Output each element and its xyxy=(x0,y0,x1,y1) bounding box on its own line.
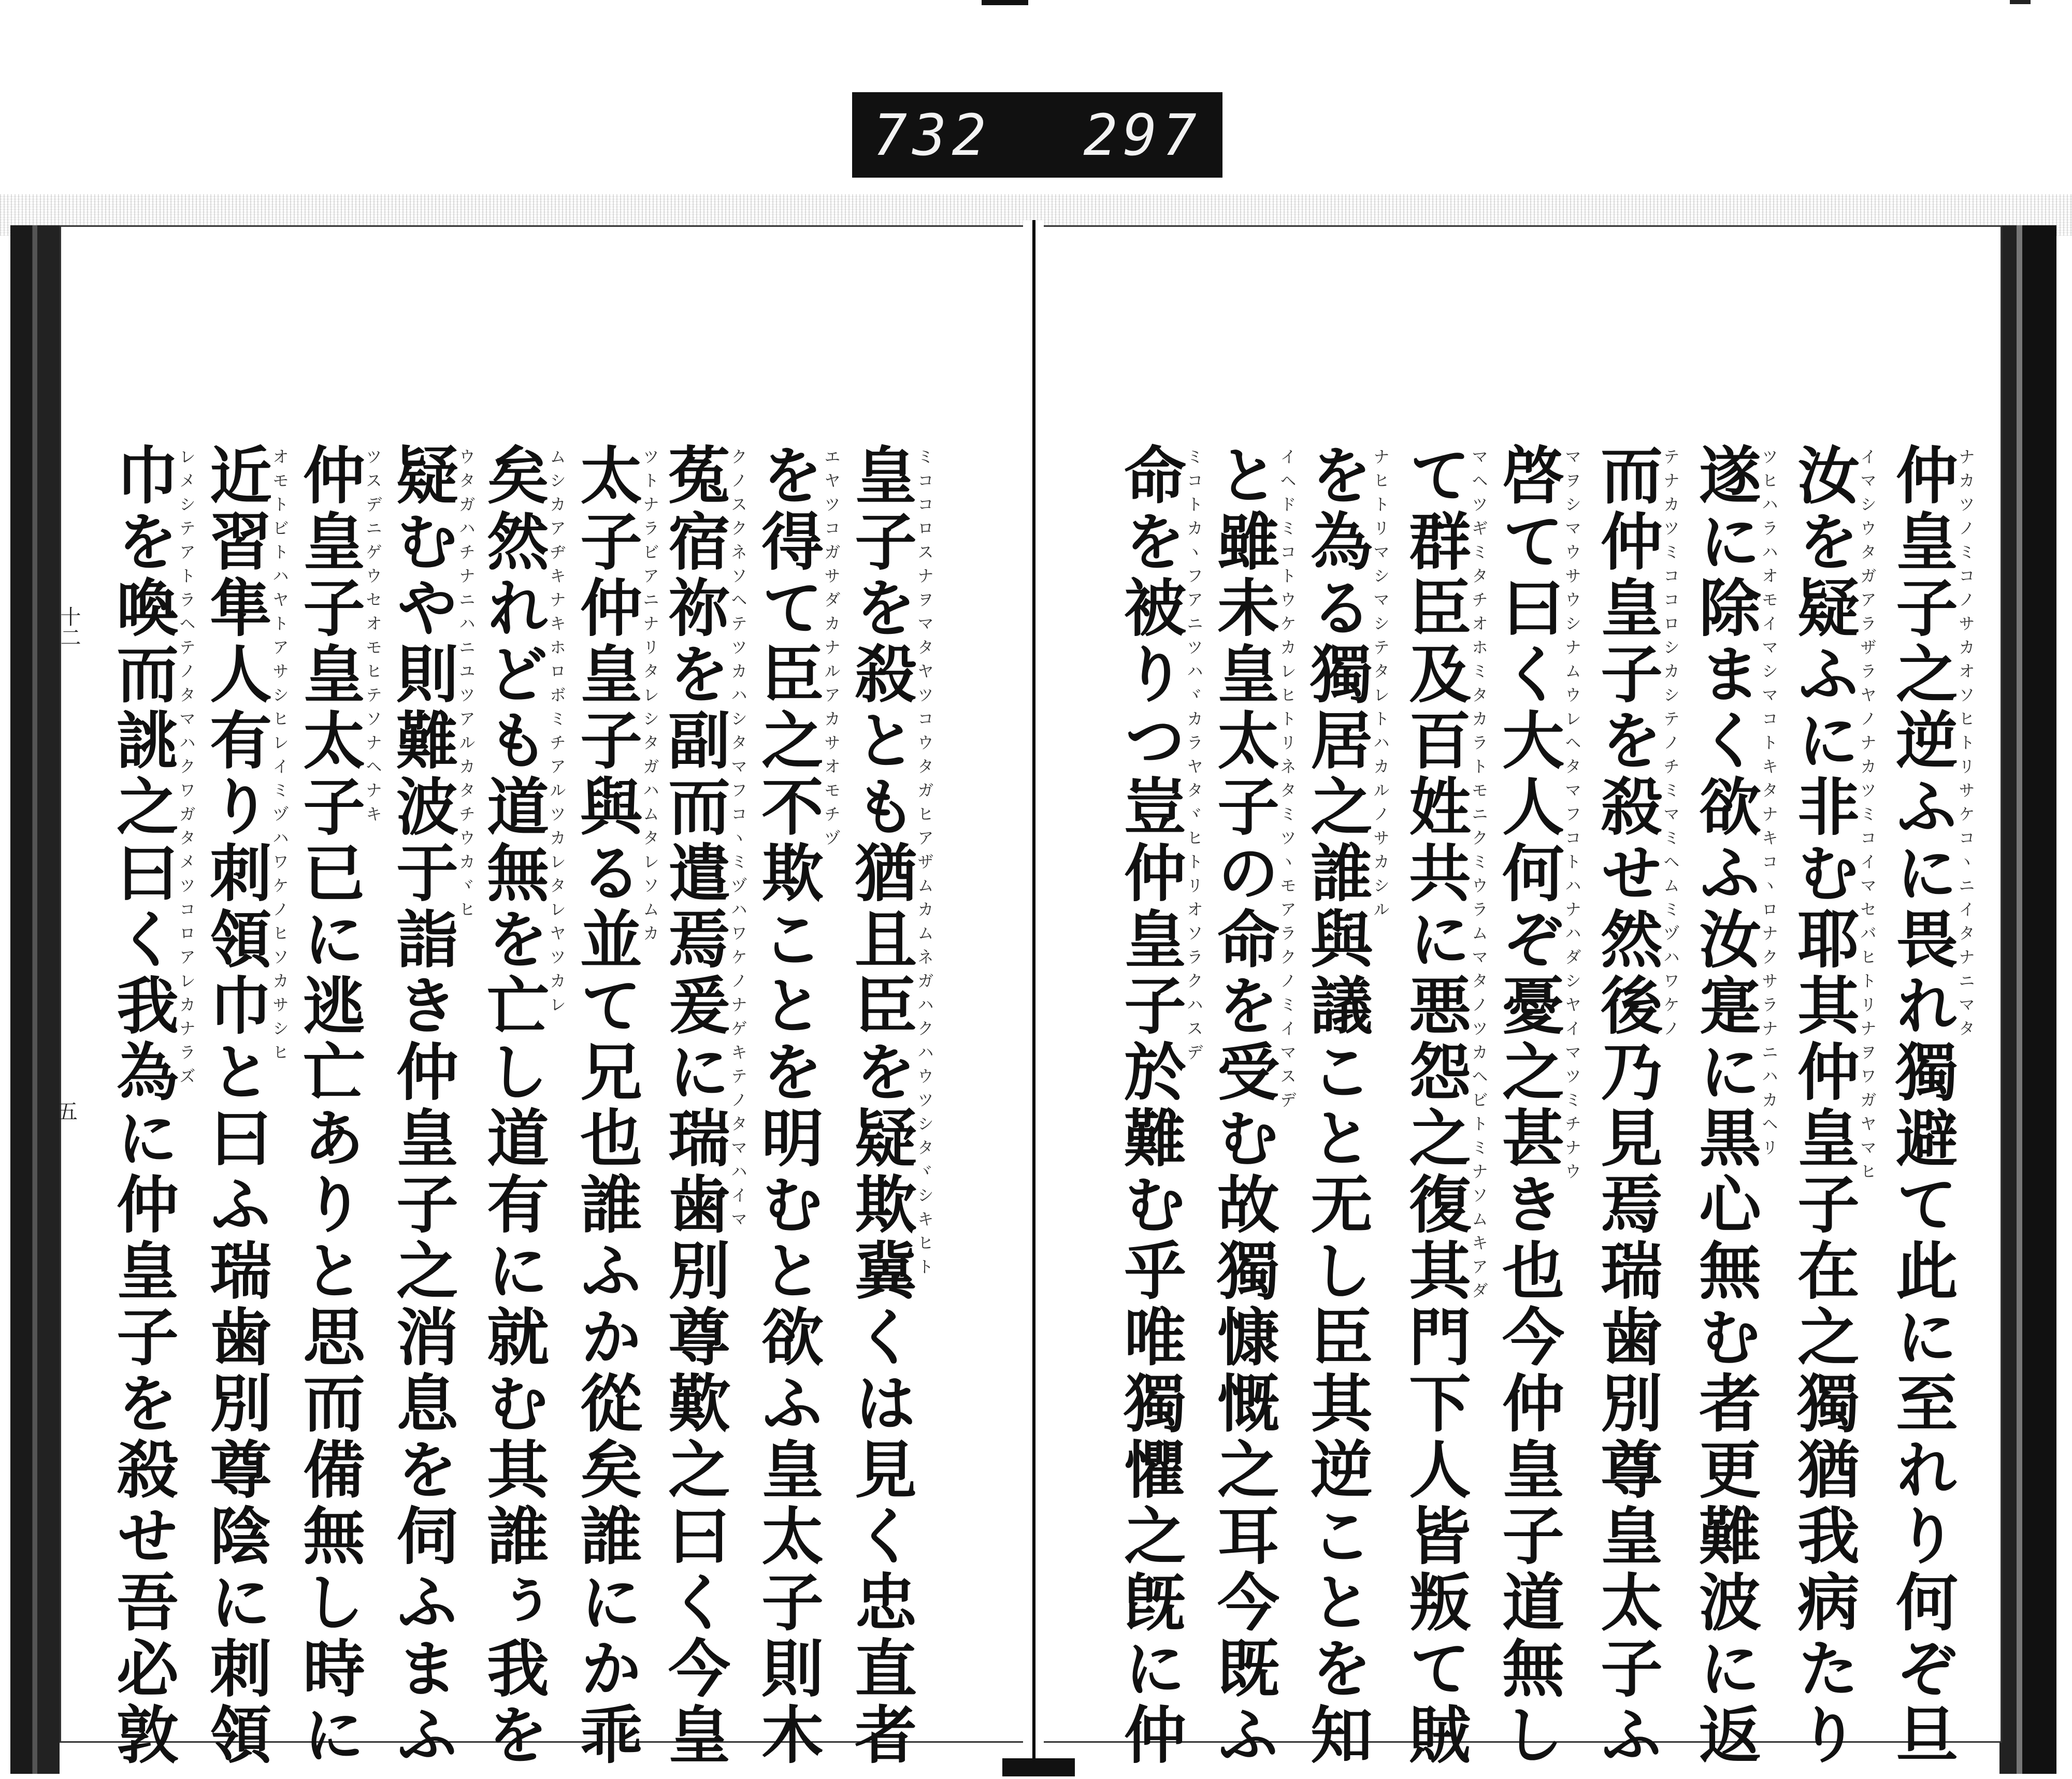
right-page-column xyxy=(1300,443,1390,1769)
column-text: を為る獨居之誰與議こと无し臣其逆ことを知 xyxy=(1300,443,1373,1769)
left-page-column xyxy=(751,443,841,1769)
column-text: 命を被りつ豈仲皇子於難む乎唯獨懼之旣に仲 xyxy=(1114,443,1187,1769)
column-ruby: オモトビトハヤトアサシヒレイミヅハワケノヒソカサシヒ xyxy=(270,448,290,1067)
column-ruby: ナヒトリマシマシテタレトハカルノサカシル xyxy=(1371,448,1390,924)
right-page-column xyxy=(1492,443,1582,1769)
right-page-column xyxy=(1590,443,1680,1769)
column-ruby: テナカツミココロシカシテノチミマミヘムミヅハワケノ xyxy=(1661,448,1680,1044)
film-clip xyxy=(2010,0,2031,4)
column-text: 巾を喚而誂之曰く我為に仲皇子を殺せ吾必敦 xyxy=(106,443,179,1769)
column-ruby: マヘツギミタチオホミタカラトモニクミウラムマタノツカヘビトミナソムキアダ xyxy=(1469,448,1489,1306)
column-text: 疑むや則難波于詣き仲皇子之消息を伺ふまふ xyxy=(386,443,459,1769)
column-text: 遂に除まく欲ふ汝寔に黒心無む者更難波に返 xyxy=(1689,443,1762,1769)
left-page-column xyxy=(477,443,567,1769)
column-ruby: ムシカアヂキナキホロボミチアルツカレタレヤツカレ xyxy=(547,448,567,1020)
column-text: と雖未皇太子の命を受む故獨慷慨之耳今既ふ xyxy=(1207,443,1280,1769)
right-page-column xyxy=(1689,443,1779,1769)
column-text: 汝を疑ふに非む耶其仲皇子在之獨猶我病たり xyxy=(1787,443,1860,1769)
right-page-column xyxy=(1399,443,1489,1769)
book-edge-left xyxy=(10,225,60,1774)
column-text: 菟宿祢を副而遣焉爰に瑞歯別尊歎之曰く今皇 xyxy=(658,443,731,1769)
book-edge-right xyxy=(1999,225,2056,1774)
left-page-column xyxy=(106,443,196,1769)
column-ruby: ウタガハチナニハニユツアルカタチウカヾヒ xyxy=(456,448,476,924)
column-ruby: レメシテアトラヘテノタマハクワガタメツコロアレカナラズ xyxy=(177,448,196,1091)
reel-left-number: 732 xyxy=(873,102,991,168)
column-ruby: ミコトカヽフアニツハヾカラヤタヾヒトリオソラクハスデ xyxy=(1184,448,1204,1067)
column-ruby: ツトナラビアニナリタレシタガハムタレソムカ xyxy=(640,448,660,948)
margin-mark-upper: 十二 xyxy=(57,606,81,647)
left-page-column xyxy=(658,443,748,1769)
left-page-column xyxy=(570,443,660,1769)
column-text: 矣然れども道無を亡し道有に就む其誰ぅ我を xyxy=(477,443,550,1769)
column-text: 啓て曰く大人何ぞ憂之甚き也今仲皇子道無し xyxy=(1492,443,1565,1769)
column-ruby: ツスデニゲウセオモヒテソナヘナキ xyxy=(363,448,383,829)
film-clip xyxy=(982,0,1028,5)
right-page-column xyxy=(1114,443,1204,1769)
column-ruby: エヤツコガサダカナルアカサオモチヅ xyxy=(822,448,841,853)
column-text: 而仲皇子を殺せ然後乃見焉瑞歯別尊皇太子ふ xyxy=(1590,443,1663,1769)
column-ruby: ミココロスナヲマタヤツコウタガヒアザムカムネガハクハウツシタヾシキヒト xyxy=(915,448,934,1282)
left-page-column xyxy=(844,443,934,1769)
right-page-column xyxy=(1207,443,1297,1769)
reel-number-label xyxy=(852,92,1222,178)
column-text: て群臣及百姓共に悪怨之復其門下人皆叛て賊 xyxy=(1399,443,1472,1769)
column-text: 近習隼人有り刺領巾と曰ふ瑞歯別尊陰に刺領 xyxy=(199,443,272,1769)
column-text: 皇子を殺とも猶且臣を疑欺冀くは見く忠直者 xyxy=(844,443,917,1769)
column-text: 仲皇子皇太子已に逃亡ありと思而備無し時に xyxy=(293,443,366,1769)
left-page-column xyxy=(293,443,383,1769)
gutter-clip xyxy=(1002,1758,1075,1776)
column-ruby: クノスクネソヘテツカハシタマフコヽミヅハワケノナゲキテノタマハイマ xyxy=(728,448,748,1234)
column-text: 仲皇子之逆ふに畏れ獨避て此に至れり何ぞ旦 xyxy=(1886,443,1959,1769)
left-page-column xyxy=(386,443,476,1769)
right-page-column xyxy=(1787,443,1877,1769)
right-page-column xyxy=(1886,443,1976,1769)
reel-right-number: 297 xyxy=(1083,102,1202,168)
column-ruby: ナカツノミコノサカオソヒトリサケコヽニイタナニマタ xyxy=(1956,448,1976,1044)
column-text: 太子仲皇子與る並て兄也誰ふか從矣誰にか乖 xyxy=(570,443,643,1769)
left-page-column xyxy=(199,443,290,1769)
column-ruby: イマシウタガアラザラヤノナカツミコイマセバヒトリナヲワガヤマヒ xyxy=(1858,448,1877,1187)
book-gutter xyxy=(1023,220,1044,1763)
margin-mark-middle: 五 xyxy=(57,1100,78,1124)
column-ruby: イヘドミコトウケカレヒトリネタミツヽモアラクノミイマスデ xyxy=(1277,448,1297,1115)
column-ruby: マヲシマウサウシナムウレヘタマフコトハナハダシヤイマツミチナウ xyxy=(1562,448,1582,1187)
column-text: を得て臣之不欺ことを明むと欲ふ皇太子則木 xyxy=(751,443,824,1769)
column-ruby: ツヒハラハオモイマシマコトキタナキコヽロナクサラナニハカヘリ xyxy=(1759,448,1779,1163)
